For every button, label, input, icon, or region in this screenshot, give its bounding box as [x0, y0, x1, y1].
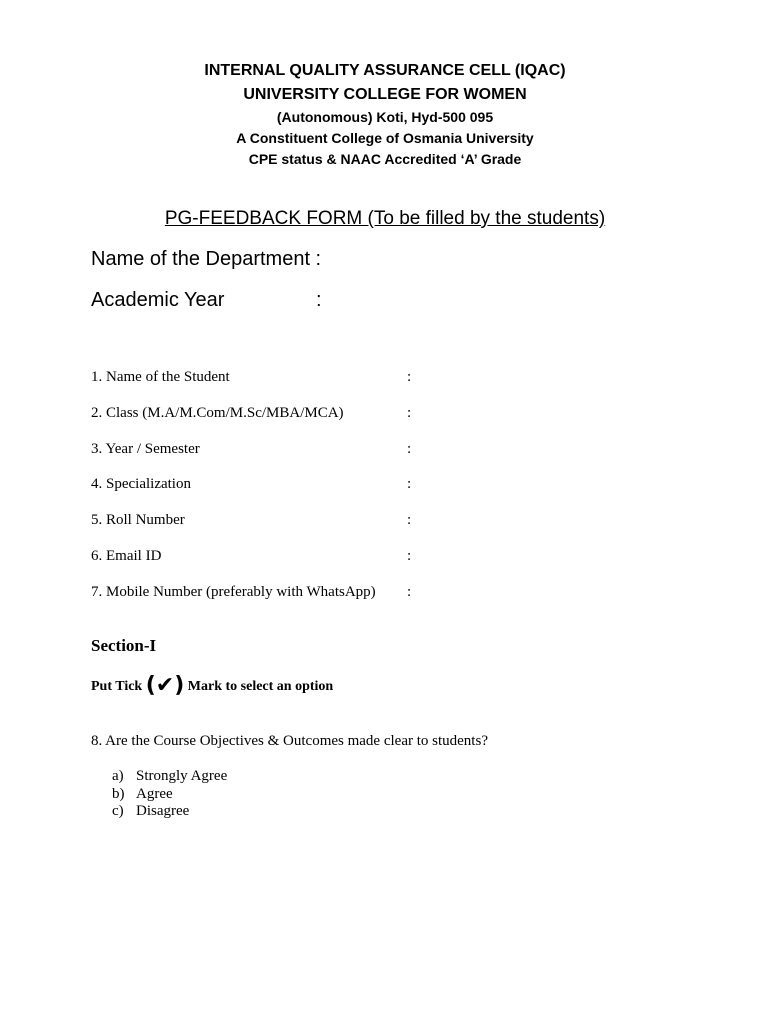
- academic-year-colon: :: [316, 289, 322, 311]
- field-colon: :: [407, 512, 412, 528]
- option-letter: c): [112, 803, 124, 819]
- form-title: PG-FEEDBACK FORM (To be filled by the students): [164, 208, 606, 229]
- field-colon: :: [407, 584, 412, 600]
- option-letter: b): [112, 786, 125, 802]
- header-line-iqac: INTERNAL QUALITY ASSURANCE CELL (IQAC): [204, 62, 566, 79]
- field-colon: :: [407, 548, 412, 564]
- field-label-email: 6. Email ID: [91, 548, 162, 564]
- header-line-address: (Autonomous) Koti, Hyd-500 095: [276, 109, 494, 125]
- header-line-affiliation: A Constituent College of Osmania University: [236, 130, 534, 146]
- field-label-student-name: 1. Name of the Student: [91, 369, 230, 385]
- field-colon: :: [407, 369, 412, 385]
- academic-year-label: Academic Year: [91, 289, 225, 311]
- field-label-roll-number: 5. Roll Number: [91, 512, 185, 528]
- header-line-accreditation: CPE status & NAAC Accredited ‘A’ Grade: [248, 151, 522, 167]
- question-text: 8. Are the Course Objectives & Outcomes made clear to students?: [91, 733, 488, 749]
- field-label-specialization: 4. Specialization: [91, 476, 191, 492]
- field-colon: :: [407, 441, 412, 457]
- check-mark-icon: (✔): [145, 673, 185, 698]
- tick-instruction-prefix: Put Tick: [91, 679, 146, 694]
- tick-instruction: [91, 673, 333, 698]
- option-agree: Agree: [136, 786, 173, 802]
- option-letter: a): [112, 768, 124, 784]
- option-strongly-agree: Strongly Agree: [136, 768, 228, 784]
- field-colon: :: [407, 405, 412, 421]
- tick-instruction-suffix: Mark to select an option: [184, 679, 334, 694]
- option-disagree: Disagree: [136, 803, 190, 819]
- department-label: Name of the Department :: [91, 248, 322, 270]
- field-colon: :: [407, 476, 412, 492]
- field-label-year-semester: 3. Year / Semester: [91, 441, 200, 457]
- header-line-college: UNIVERSITY COLLEGE FOR WOMEN: [243, 86, 527, 103]
- field-label-mobile: 7. Mobile Number (preferably with WhatsApp): [91, 584, 376, 600]
- section-title: Section-I: [91, 636, 157, 655]
- field-label-class: 2. Class (M.A/M.Com/M.Sc/MBA/MCA): [91, 405, 344, 421]
